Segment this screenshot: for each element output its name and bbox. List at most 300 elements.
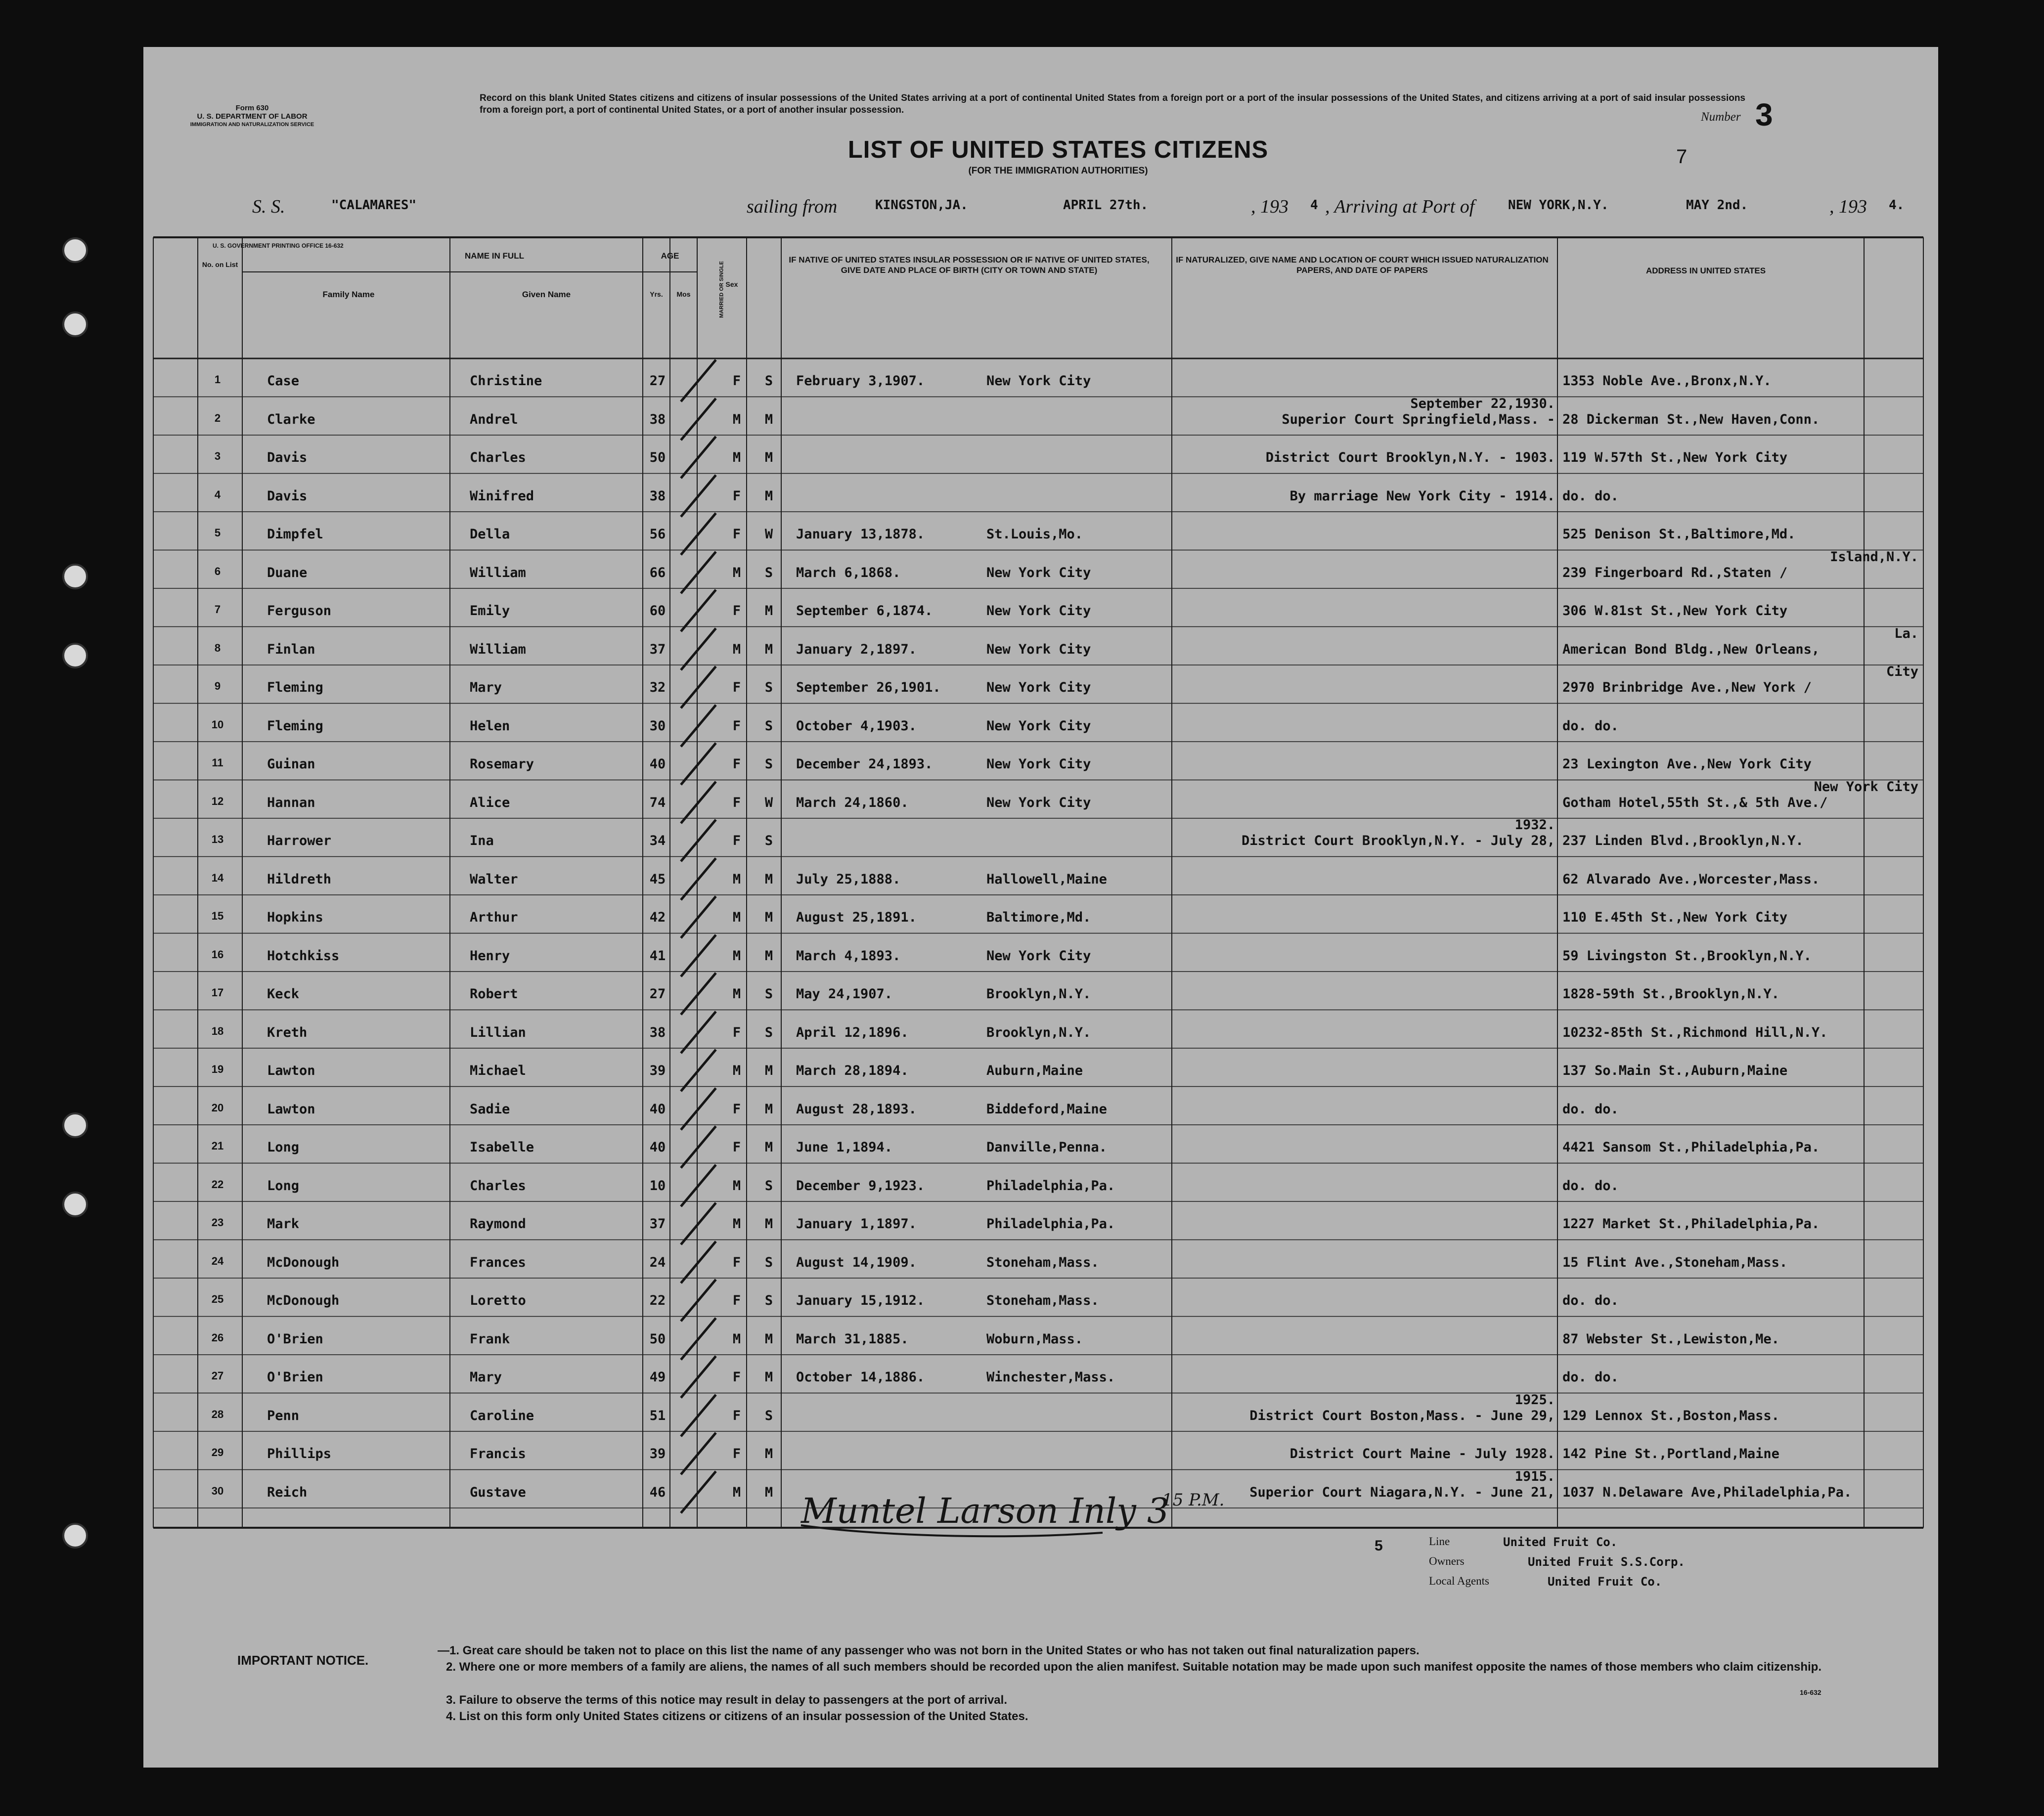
cell-sex: F bbox=[732, 373, 741, 389]
cell-birth-date: January 2,1897. bbox=[796, 641, 917, 657]
cell-sex: F bbox=[732, 756, 741, 772]
cell-no: 9 bbox=[214, 680, 221, 692]
form-number: Form 630 bbox=[235, 104, 269, 112]
cell-family: Davis bbox=[267, 488, 308, 504]
check-mark bbox=[680, 436, 717, 479]
cell-yrs: 34 bbox=[649, 833, 666, 848]
cell-ms: S bbox=[764, 1024, 773, 1040]
cell-birth-date: May 24,1907. bbox=[796, 986, 893, 1002]
table-row bbox=[143, 588, 1938, 627]
table-row bbox=[143, 358, 1938, 397]
cell-given: Arthur bbox=[470, 910, 518, 925]
department-name: U. S. DEPARTMENT OF LABOR bbox=[197, 112, 308, 121]
cell-address: 1353 Noble Ave.,Bronx,N.Y. bbox=[1562, 373, 1772, 389]
cell-birth-place: Danville,Penna. bbox=[986, 1140, 1107, 1155]
cell-no: 18 bbox=[211, 1024, 224, 1037]
cell-ms: M bbox=[764, 1140, 773, 1155]
punch-hole bbox=[62, 1523, 88, 1549]
cell-address: 1037 N.Delaware Ave,Philadelphia,Pa. bbox=[1562, 1484, 1852, 1500]
cell-family: Case bbox=[267, 373, 300, 389]
check-mark bbox=[680, 1049, 717, 1092]
cell-birth-date: February 3,1907. bbox=[796, 373, 925, 389]
check-mark bbox=[680, 1011, 717, 1054]
check-mark bbox=[680, 1240, 717, 1284]
cell-address: 62 Alvarado Ave.,Worcester,Mass. bbox=[1562, 871, 1820, 887]
departure-port: KINGSTON,JA. bbox=[875, 198, 968, 213]
year-prefix-2: , 193 bbox=[1829, 196, 1867, 217]
cell-yrs: 40 bbox=[649, 756, 666, 772]
cell-ms: M bbox=[764, 488, 773, 504]
cell-address: 119 W.57th St.,New York City bbox=[1562, 450, 1788, 465]
cell-address: 237 Linden Blvd.,Brooklyn,N.Y. bbox=[1562, 833, 1804, 848]
cell-sex: F bbox=[732, 718, 741, 734]
check-mark bbox=[680, 1087, 717, 1130]
cell-naturalization: District Court Maine - July 1928. bbox=[1289, 1446, 1555, 1462]
cell-given: Ina bbox=[470, 833, 494, 848]
cell-address-continuation: City bbox=[1886, 664, 1918, 679]
cell-sex: F bbox=[732, 680, 741, 695]
check-mark bbox=[680, 1432, 717, 1475]
check-mark bbox=[680, 398, 717, 441]
table-row bbox=[143, 1278, 1938, 1317]
owners-value: United Fruit S.S.Corp. bbox=[1528, 1555, 1685, 1569]
cell-birth-date: January 1,1897. bbox=[796, 1216, 917, 1232]
cell-yrs: 50 bbox=[649, 1331, 666, 1347]
table-row bbox=[143, 512, 1938, 550]
cell-family: Mark bbox=[267, 1216, 300, 1232]
cell-sex: F bbox=[732, 488, 741, 504]
cell-ms: M bbox=[764, 1331, 773, 1347]
cell-address: 10232-85th St.,Richmond Hill,N.Y. bbox=[1562, 1024, 1828, 1040]
cell-naturalization-date: September 22,1930. bbox=[1410, 396, 1555, 411]
line-value: United Fruit Co. bbox=[1503, 1535, 1618, 1549]
cell-yrs: 40 bbox=[649, 1140, 666, 1155]
notice-item-4: 4. List on this form only United States citizens or citizens of an insular possession of the United States. bbox=[446, 1710, 1028, 1723]
cell-no: 22 bbox=[211, 1178, 224, 1191]
cell-given: Christine bbox=[470, 373, 542, 389]
check-mark bbox=[680, 819, 717, 862]
cell-birth-date: March 6,1868. bbox=[796, 565, 901, 580]
cell-ms: M bbox=[764, 871, 773, 887]
cell-birth-date: March 28,1894. bbox=[796, 1063, 909, 1078]
check-mark bbox=[680, 627, 717, 670]
cell-given: Gustave bbox=[470, 1484, 526, 1500]
cell-birth-date: March 24,1860. bbox=[796, 795, 909, 810]
header-birth: IF NATIVE OF UNITED STATES INSULAR POSSESSION OR IF NATIVE OF UNITED STATES, GIVE DATE AND PLACE OF BIRTH (CITY OR TOWN AND STATE) bbox=[789, 255, 1150, 275]
cell-address: Gotham Hotel,55th St.,& 5th Ave./ bbox=[1562, 795, 1828, 810]
cell-family: Penn bbox=[267, 1408, 300, 1423]
header-yrs: Yrs. bbox=[650, 290, 663, 298]
cell-no: 28 bbox=[211, 1408, 224, 1420]
cell-sex: M bbox=[732, 910, 741, 925]
cell-ms: S bbox=[764, 373, 773, 389]
cell-sex: M bbox=[732, 871, 741, 887]
punch-hole bbox=[62, 1192, 88, 1217]
local-agents-label: Local Agents bbox=[1429, 1575, 1489, 1587]
cell-given: Winifred bbox=[470, 488, 534, 504]
cell-yrs: 37 bbox=[649, 641, 666, 657]
check-mark bbox=[680, 857, 717, 900]
cell-yrs: 42 bbox=[649, 910, 666, 925]
table-row bbox=[143, 972, 1938, 1010]
table-row bbox=[143, 933, 1938, 972]
cell-given: Charles bbox=[470, 1178, 526, 1194]
cell-address-continuation: La. bbox=[1894, 625, 1918, 641]
cell-ms: M bbox=[764, 1446, 773, 1462]
punch-hole bbox=[62, 1112, 88, 1138]
header-sex: Sex bbox=[725, 280, 738, 288]
cell-family: Harrower bbox=[267, 833, 332, 848]
cell-birth-date: July 25,1888. bbox=[796, 871, 901, 887]
cell-yrs: 10 bbox=[649, 1178, 666, 1194]
cell-no: 21 bbox=[211, 1140, 224, 1152]
cell-given: Michael bbox=[470, 1063, 526, 1078]
cell-address: 110 E.45th St.,New York City bbox=[1562, 910, 1788, 925]
cell-given: Mary bbox=[470, 1370, 502, 1385]
departure-date: APRIL 27th. bbox=[1063, 198, 1149, 213]
cell-address: 306 W.81st St.,New York City bbox=[1562, 603, 1788, 619]
cell-given: Walter bbox=[470, 871, 518, 887]
cell-birth-date: August 25,1891. bbox=[796, 910, 917, 925]
cell-birth-date: March 4,1893. bbox=[796, 948, 901, 964]
table-row bbox=[143, 1048, 1938, 1087]
cell-family: Fleming bbox=[267, 718, 323, 734]
cell-sex: F bbox=[732, 795, 741, 810]
cell-given: Charles bbox=[470, 450, 526, 465]
cell-ms: W bbox=[764, 795, 773, 810]
header-age: AGE bbox=[661, 251, 679, 261]
owners-label: Owners bbox=[1429, 1555, 1465, 1567]
cell-ms: S bbox=[764, 1178, 773, 1194]
cell-sex: M bbox=[732, 565, 741, 580]
cell-address: 23 Lexington Ave.,New York City bbox=[1562, 756, 1812, 772]
cell-birth-place: Brooklyn,N.Y. bbox=[986, 1024, 1091, 1040]
cell-address: do. do. bbox=[1562, 1293, 1619, 1308]
cell-given: Sadie bbox=[470, 1101, 510, 1117]
sailing-from-label: sailing from bbox=[747, 196, 838, 217]
cell-given: Frances bbox=[470, 1254, 526, 1270]
cell-birth-place: Auburn,Maine bbox=[986, 1063, 1083, 1078]
notice-item-1: —1. Great care should be taken not to place on this list the name of any passenger who was not born in the United States or who has not taken out final naturalization papers. bbox=[438, 1644, 1420, 1657]
cell-family: McDonough bbox=[267, 1254, 340, 1270]
cell-ms: M bbox=[764, 450, 773, 465]
page-subtitle: (FOR THE IMMIGRATION AUTHORITIES) bbox=[968, 166, 1148, 176]
table-row bbox=[143, 1010, 1938, 1049]
cell-naturalization: District Court Brooklyn,N.Y. - July 28, bbox=[1242, 833, 1555, 848]
cell-given: Isabelle bbox=[470, 1140, 534, 1155]
check-mark bbox=[680, 589, 717, 632]
header-family-name: Family Name bbox=[322, 290, 375, 299]
cell-no: 13 bbox=[211, 833, 224, 845]
cell-birth-place: Stoneham,Mass. bbox=[986, 1254, 1099, 1270]
cell-sex: M bbox=[732, 1331, 741, 1347]
printing-code: U. S. GOVERNMENT PRINTING OFFICE 16-632 bbox=[213, 242, 344, 249]
cell-naturalization: District Court Boston,Mass. - June 29, bbox=[1249, 1408, 1555, 1423]
cell-ms: S bbox=[764, 1293, 773, 1308]
cell-given: Francis bbox=[470, 1446, 526, 1462]
cell-family: Hannan bbox=[267, 795, 315, 810]
table-row bbox=[143, 1201, 1938, 1240]
cell-no: 12 bbox=[211, 795, 224, 807]
table-row bbox=[143, 1393, 1938, 1432]
table-row bbox=[143, 1431, 1938, 1470]
cell-address: 239 Fingerboard Rd.,Staten / bbox=[1562, 565, 1788, 580]
cell-naturalization: Superior Court Niagara,N.Y. - June 21, bbox=[1249, 1484, 1555, 1500]
cell-no: 25 bbox=[211, 1293, 224, 1305]
cell-address: 59 Livingston St.,Brooklyn,N.Y. bbox=[1562, 948, 1812, 964]
cell-given: Emily bbox=[470, 603, 510, 619]
cell-sex: M bbox=[732, 450, 741, 465]
arrival-port: NEW YORK,N.Y. bbox=[1508, 198, 1609, 213]
line-label: Line bbox=[1429, 1535, 1450, 1548]
cell-address: do. do. bbox=[1562, 488, 1619, 504]
cell-no: 4 bbox=[214, 488, 221, 501]
cell-yrs: 56 bbox=[649, 527, 666, 542]
year-prefix-1: , 193 bbox=[1251, 196, 1289, 217]
cell-birth-date: June 1,1894. bbox=[796, 1140, 893, 1155]
cell-family: Keck bbox=[267, 986, 300, 1002]
cell-no: 17 bbox=[211, 986, 224, 999]
cell-yrs: 27 bbox=[649, 373, 666, 389]
check-mark bbox=[680, 1164, 717, 1207]
cell-ms: S bbox=[764, 718, 773, 734]
cell-sex: F bbox=[732, 1408, 741, 1423]
cell-sex: F bbox=[732, 603, 741, 619]
header-married: MARRIED OR SINGLE bbox=[718, 261, 725, 318]
cell-ms: M bbox=[764, 1101, 773, 1117]
punch-hole bbox=[62, 564, 88, 589]
check-mark bbox=[680, 1317, 717, 1360]
cell-family: Lawton bbox=[267, 1063, 315, 1078]
cell-sex: M bbox=[732, 1063, 741, 1078]
cell-family: Long bbox=[267, 1140, 300, 1155]
table-row bbox=[143, 665, 1938, 704]
cell-ms: S bbox=[764, 756, 773, 772]
cell-naturalization: By marriage New York City - 1914. bbox=[1289, 488, 1555, 504]
cell-family: O'Brien bbox=[267, 1370, 323, 1385]
cell-birth-date: January 13,1878. bbox=[796, 527, 925, 542]
cell-no: 29 bbox=[211, 1446, 224, 1459]
cell-ms: M bbox=[764, 603, 773, 619]
signature-text: Muntel Larson Inly 3 bbox=[801, 1491, 1169, 1531]
check-mark bbox=[680, 665, 717, 709]
notice-heading: IMPORTANT NOTICE. bbox=[237, 1653, 369, 1668]
arrival-date: MAY 2nd. bbox=[1686, 198, 1748, 213]
signature-time: 15 P.M. bbox=[1162, 1490, 1225, 1510]
punch-hole bbox=[62, 643, 88, 668]
notice-item-2: 2. Where one or more members of a family are aliens, the names of all such members should be recorded upon the alien manifest. Suitable notation may be made upon such manifest opposite the names of those members who claim citizenship. bbox=[446, 1660, 1822, 1674]
cell-naturalization-date: 1915. bbox=[1514, 1468, 1555, 1484]
cell-birth-place: St.Louis,Mo. bbox=[986, 527, 1083, 542]
table-row bbox=[143, 474, 1938, 512]
header-given-name: Given Name bbox=[522, 290, 571, 299]
cell-address: 1227 Market St.,Philadelphia,Pa. bbox=[1562, 1216, 1820, 1232]
cell-sex: F bbox=[732, 1293, 741, 1308]
year-digit-1: 4 bbox=[1310, 198, 1318, 213]
cell-sex: F bbox=[732, 1101, 741, 1117]
table-row bbox=[143, 1317, 1938, 1355]
service-name: IMMIGRATION AND NATURALIZATION SERVICE bbox=[190, 122, 314, 128]
cell-given: Helen bbox=[470, 718, 510, 734]
header-no: No. on List bbox=[202, 261, 238, 268]
cell-birth-date: October 14,1886. bbox=[796, 1370, 925, 1385]
cell-given: Loretto bbox=[470, 1293, 526, 1308]
cell-address: 2970 Brinbridge Ave.,New York / bbox=[1562, 680, 1812, 695]
cell-family: Hotchkiss bbox=[267, 948, 340, 964]
cell-sex: M bbox=[732, 986, 741, 1002]
number-label: Number bbox=[1701, 110, 1741, 124]
table-row bbox=[143, 550, 1938, 589]
cell-family: Clarke bbox=[267, 411, 315, 427]
cell-naturalization-date: 1932. bbox=[1514, 817, 1555, 833]
cell-birth-date: August 14,1909. bbox=[796, 1254, 917, 1270]
cell-yrs: 32 bbox=[649, 680, 666, 695]
cell-family: Phillips bbox=[267, 1446, 332, 1462]
cell-yrs: 45 bbox=[649, 871, 666, 887]
margin-annotation: 7 bbox=[1676, 146, 1688, 168]
cell-ms: W bbox=[764, 527, 773, 542]
cell-family: Guinan bbox=[267, 756, 315, 772]
table-row bbox=[143, 895, 1938, 933]
table-row bbox=[143, 1163, 1938, 1202]
cell-yrs: 24 bbox=[649, 1254, 666, 1270]
check-mark bbox=[680, 551, 717, 594]
cell-naturalization: Superior Court Springfield,Mass. - bbox=[1282, 411, 1555, 427]
cell-given: William bbox=[470, 565, 526, 580]
table-row bbox=[143, 704, 1938, 742]
cell-no: 8 bbox=[214, 641, 221, 654]
check-mark bbox=[680, 742, 717, 785]
cell-ms: S bbox=[764, 986, 773, 1002]
cell-yrs: 38 bbox=[649, 488, 666, 504]
cell-address: do. do. bbox=[1562, 718, 1619, 734]
cell-no: 23 bbox=[211, 1216, 224, 1229]
table-row bbox=[143, 818, 1938, 857]
cell-given: Frank bbox=[470, 1331, 510, 1347]
header-name-in-full: NAME IN FULL bbox=[465, 251, 524, 261]
cell-yrs: 74 bbox=[649, 795, 666, 810]
cell-yrs: 40 bbox=[649, 1101, 666, 1117]
cell-ms: M bbox=[764, 1370, 773, 1385]
punch-hole bbox=[62, 311, 88, 337]
punch-hole bbox=[62, 237, 88, 263]
cell-address: 1828-59th St.,Brooklyn,N.Y. bbox=[1562, 986, 1779, 1002]
table-row bbox=[143, 780, 1938, 819]
arriving-label: , Arriving at Port of bbox=[1325, 196, 1475, 217]
cell-no: 5 bbox=[214, 527, 221, 539]
cell-address-continuation: New York City bbox=[1814, 779, 1918, 795]
year-digit-2: 4. bbox=[1889, 198, 1905, 213]
cell-birth-place: New York City bbox=[986, 795, 1091, 810]
instructions-text: Record on this blank United States citizens and citizens of insular possessions of the United States arriving at a port of continental United States from a foreign port or a port of the insular possessions of the United States, and citizens arriving at a port of said insular possessions from a foreign port, a port of continental United States, or a port of another insular possession. bbox=[480, 93, 1745, 115]
cell-address: 129 Lennox St.,Boston,Mass. bbox=[1562, 1408, 1779, 1423]
table-row bbox=[143, 742, 1938, 780]
cell-ms: M bbox=[764, 411, 773, 427]
cell-birth-place: Woburn,Mass. bbox=[986, 1331, 1083, 1347]
table-row bbox=[143, 1355, 1938, 1393]
check-mark bbox=[680, 359, 717, 402]
cell-birth-date: December 24,1893. bbox=[796, 756, 933, 772]
cell-birth-place: Hallowell,Maine bbox=[986, 871, 1107, 887]
cell-address: do. do. bbox=[1562, 1178, 1619, 1194]
cell-ms: M bbox=[764, 948, 773, 964]
cell-yrs: 37 bbox=[649, 1216, 666, 1232]
table-row bbox=[143, 857, 1938, 895]
cell-address: 525 Denison St.,Baltimore,Md. bbox=[1562, 527, 1796, 542]
cell-sex: F bbox=[732, 1446, 741, 1462]
cell-sex: M bbox=[732, 411, 741, 427]
cell-birth-date: December 9,1923. bbox=[796, 1178, 925, 1194]
cell-no: 30 bbox=[211, 1484, 224, 1497]
cell-yrs: 51 bbox=[649, 1408, 666, 1423]
cell-birth-place: New York City bbox=[986, 756, 1091, 772]
cell-family: Fleming bbox=[267, 680, 323, 695]
cell-address: 142 Pine St.,Portland,Maine bbox=[1562, 1446, 1779, 1462]
cell-no: 19 bbox=[211, 1063, 224, 1075]
cell-yrs: 39 bbox=[649, 1446, 666, 1462]
cell-no: 26 bbox=[211, 1331, 224, 1344]
cell-yrs: 39 bbox=[649, 1063, 666, 1078]
cell-given: Andrel bbox=[470, 411, 518, 427]
cell-ms: M bbox=[764, 1484, 773, 1500]
cell-address: 28 Dickerman St.,New Haven,Conn. bbox=[1562, 411, 1820, 427]
cell-given: Rosemary bbox=[470, 756, 534, 772]
cell-no: 10 bbox=[211, 718, 224, 731]
cell-birth-place: Philadelphia,Pa. bbox=[986, 1216, 1115, 1232]
header-address: ADDRESS IN UNITED STATES bbox=[1645, 266, 1766, 275]
header-mos: Mos bbox=[676, 290, 691, 298]
cell-family: Davis bbox=[267, 450, 308, 465]
cell-family: Lawton bbox=[267, 1101, 315, 1117]
cell-yrs: 27 bbox=[649, 986, 666, 1002]
immigration-inspector-signature bbox=[796, 1476, 1241, 1545]
cell-no: 3 bbox=[214, 450, 221, 462]
cell-sex: M bbox=[732, 948, 741, 964]
cell-no: 7 bbox=[214, 603, 221, 616]
cell-yrs: 30 bbox=[649, 718, 666, 734]
cell-sex: M bbox=[732, 1484, 741, 1500]
cell-birth-place: New York City bbox=[986, 641, 1091, 657]
check-mark bbox=[680, 972, 717, 1015]
cell-address: do. do. bbox=[1562, 1370, 1619, 1385]
check-mark bbox=[680, 1279, 717, 1322]
cell-yrs: 66 bbox=[649, 565, 666, 580]
cell-birth-place: Brooklyn,N.Y. bbox=[986, 986, 1091, 1002]
check-mark bbox=[680, 512, 717, 555]
ss-label: S. S. bbox=[252, 196, 285, 217]
cell-ms: S bbox=[764, 565, 773, 580]
cell-sex: F bbox=[732, 833, 741, 848]
cell-birth-date: April 12,1896. bbox=[796, 1024, 909, 1040]
cell-birth-date: January 15,1912. bbox=[796, 1293, 925, 1308]
cell-sex: M bbox=[732, 1178, 741, 1194]
cell-yrs: 46 bbox=[649, 1484, 666, 1500]
manifest-page bbox=[143, 47, 1938, 1768]
cell-birth-place: Winchester,Mass. bbox=[986, 1370, 1115, 1385]
cell-naturalization: District Court Brooklyn,N.Y. - 1903. bbox=[1265, 450, 1555, 465]
cell-no: 2 bbox=[214, 411, 221, 424]
cell-family: O'Brien bbox=[267, 1331, 323, 1347]
check-mark bbox=[680, 704, 717, 747]
cell-address: 137 So.Main St.,Auburn,Maine bbox=[1562, 1063, 1788, 1078]
cell-birth-place: New York City bbox=[986, 565, 1091, 580]
cell-no: 27 bbox=[211, 1370, 224, 1382]
list-number: 3 bbox=[1755, 97, 1773, 133]
cell-given: Henry bbox=[470, 948, 510, 964]
cell-birth-date: March 31,1885. bbox=[796, 1331, 909, 1347]
cell-given: Raymond bbox=[470, 1216, 526, 1232]
cell-no: 14 bbox=[211, 871, 224, 884]
